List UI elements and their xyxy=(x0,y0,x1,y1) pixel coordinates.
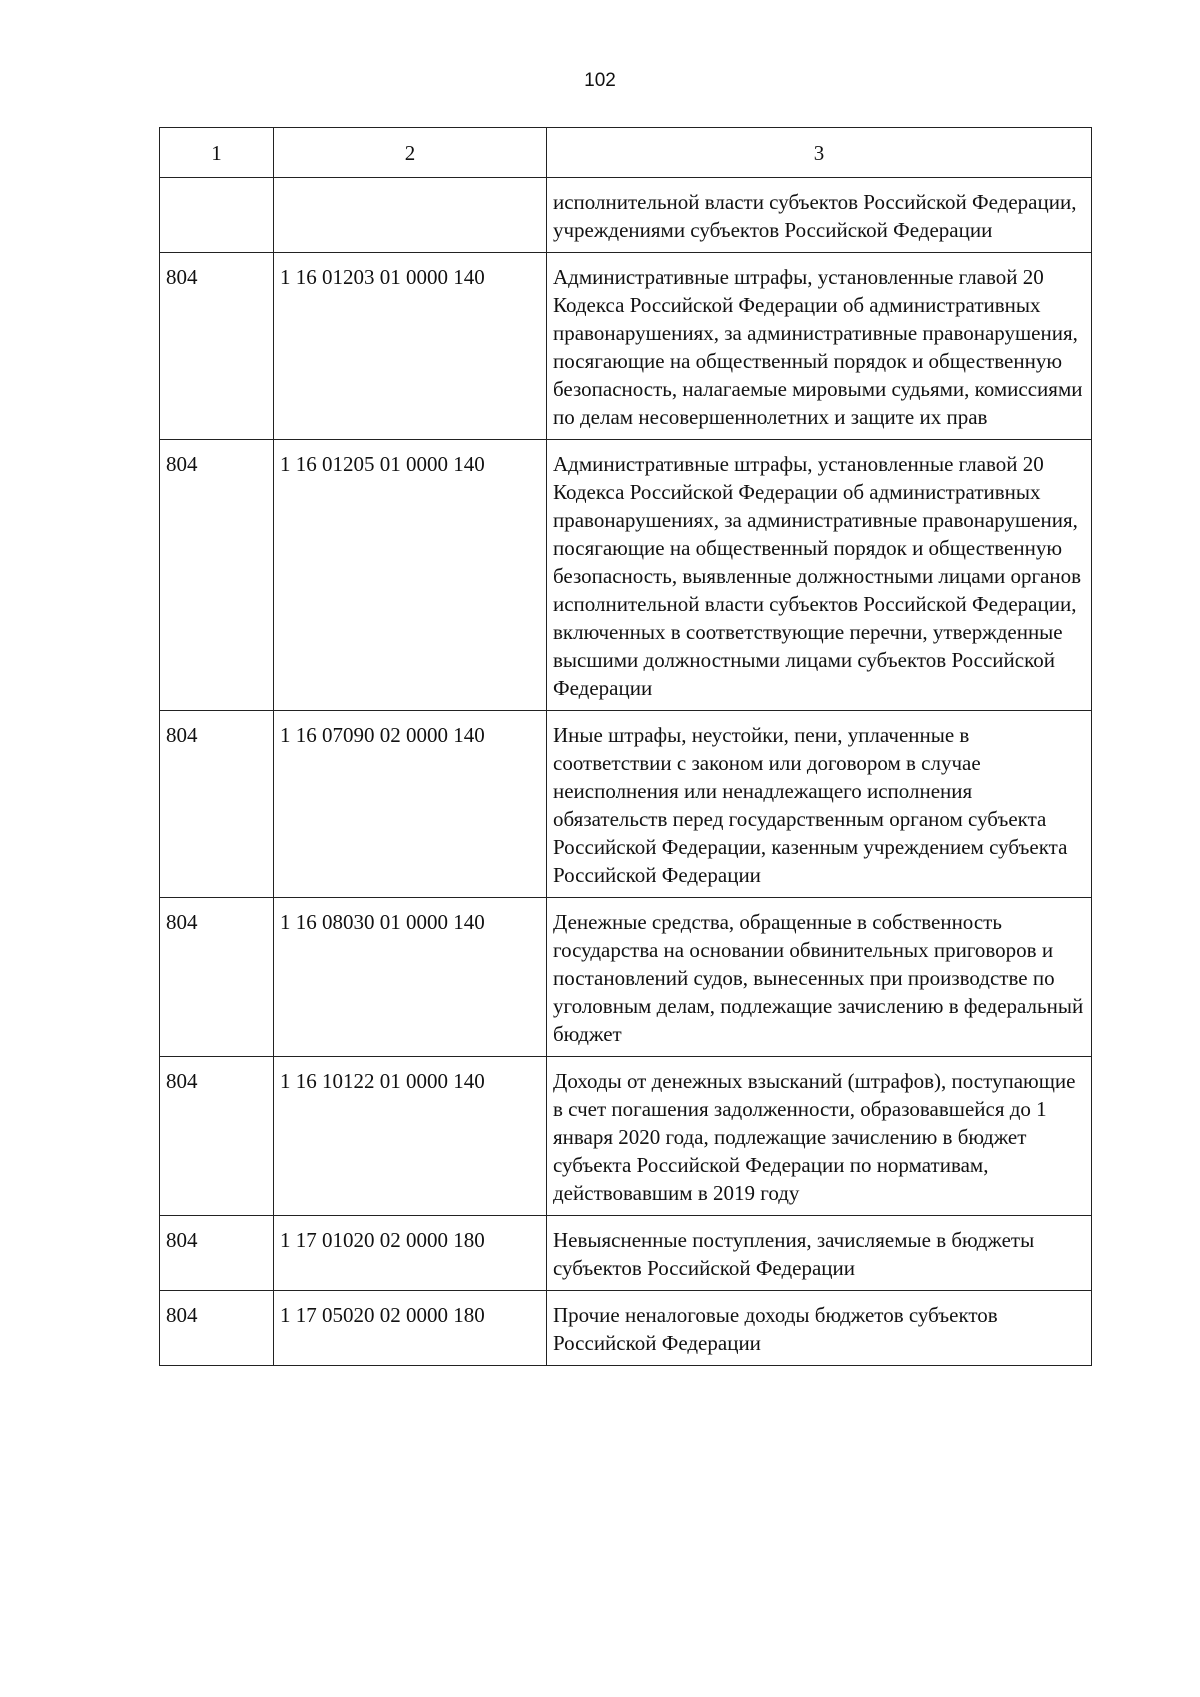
revenue-codes-table xyxy=(159,127,1092,1366)
admin-code-cell: 804 xyxy=(160,1291,274,1366)
admin-code-cell: 804 xyxy=(160,1216,274,1291)
table-row xyxy=(160,1057,1092,1216)
table-row xyxy=(160,253,1092,440)
revenue-code-cell: 1 16 01203 01 0000 140 xyxy=(274,253,547,440)
revenue-code-cell: 1 16 01205 01 0000 140 xyxy=(274,440,547,711)
table-row xyxy=(160,178,1092,253)
description-cell: Денежные средства, обращенные в собственность государства на основании обвинительных приговоров и постановлений судов, вынесенных при производстве по уголовным делам, подлежащие зачислению в федеральный бюджет xyxy=(547,898,1092,1057)
admin-code-cell: 804 xyxy=(160,440,274,711)
description-cell: Иные штрафы, неустойки, пени, уплаченные в соответствии с законом или договором в случае неисполнения или ненадлежащего исполнения обязательств перед государственным органом субъекта Российской Федерации, казенным учреждением субъекта Российской Федерации xyxy=(547,711,1092,898)
column-header-1: 1 xyxy=(160,128,274,178)
column-header-3: 3 xyxy=(547,128,1092,178)
table-header-row xyxy=(160,128,1092,178)
admin-code-cell: 804 xyxy=(160,1057,274,1216)
description-cell: Административные штрафы, установленные главой 20 Кодекса Российской Федерации об административных правонарушениях, за административные правонарушения, посягающие на общественный порядок и общественную безопасность, выявленные должностными лицами органов исполнительной власти субъектов Российской Федерации, включенных в соответствующие перечни, утвержденные высшими должностными лицами субъектов Российской Федерации xyxy=(547,440,1092,711)
revenue-code-cell: 1 16 10122 01 0000 140 xyxy=(274,1057,547,1216)
table-row xyxy=(160,440,1092,711)
revenue-code-cell xyxy=(274,178,547,253)
table-row xyxy=(160,1216,1092,1291)
admin-code-cell xyxy=(160,178,274,253)
revenue-code-cell: 1 16 07090 02 0000 140 xyxy=(274,711,547,898)
revenue-code-cell: 1 17 01020 02 0000 180 xyxy=(274,1216,547,1291)
admin-code-cell: 804 xyxy=(160,898,274,1057)
description-cell: исполнительной власти субъектов Российской Федерации, учреждениями субъектов Российской Федерации xyxy=(547,178,1092,253)
description-cell: Прочие неналоговые доходы бюджетов субъектов Российской Федерации xyxy=(547,1291,1092,1366)
column-header-2: 2 xyxy=(274,128,547,178)
admin-code-cell: 804 xyxy=(160,711,274,898)
revenue-code-cell: 1 17 05020 02 0000 180 xyxy=(274,1291,547,1366)
description-cell: Доходы от денежных взысканий (штрафов), поступающие в счет погашения задолженности, образовавшейся до 1 января 2020 года, подлежащие зачислению в бюджет субъекта Российской Федерации по нормативам, действовавшим в 2019 году xyxy=(547,1057,1092,1216)
admin-code-cell: 804 xyxy=(160,253,274,440)
description-cell: Административные штрафы, установленные главой 20 Кодекса Российской Федерации об административных правонарушениях, за административные правонарушения, посягающие на общественный порядок и общественную безопасность, налагаемые мировыми судьями, комиссиями по делам несовершеннолетних и защите их прав xyxy=(547,253,1092,440)
page-number: 102 xyxy=(584,70,616,91)
table-row xyxy=(160,898,1092,1057)
revenue-code-cell: 1 16 08030 01 0000 140 xyxy=(274,898,547,1057)
table-row xyxy=(160,1291,1092,1366)
description-cell: Невыясненные поступления, зачисляемые в бюджеты субъектов Российской Федерации xyxy=(547,1216,1092,1291)
table-row xyxy=(160,711,1092,898)
